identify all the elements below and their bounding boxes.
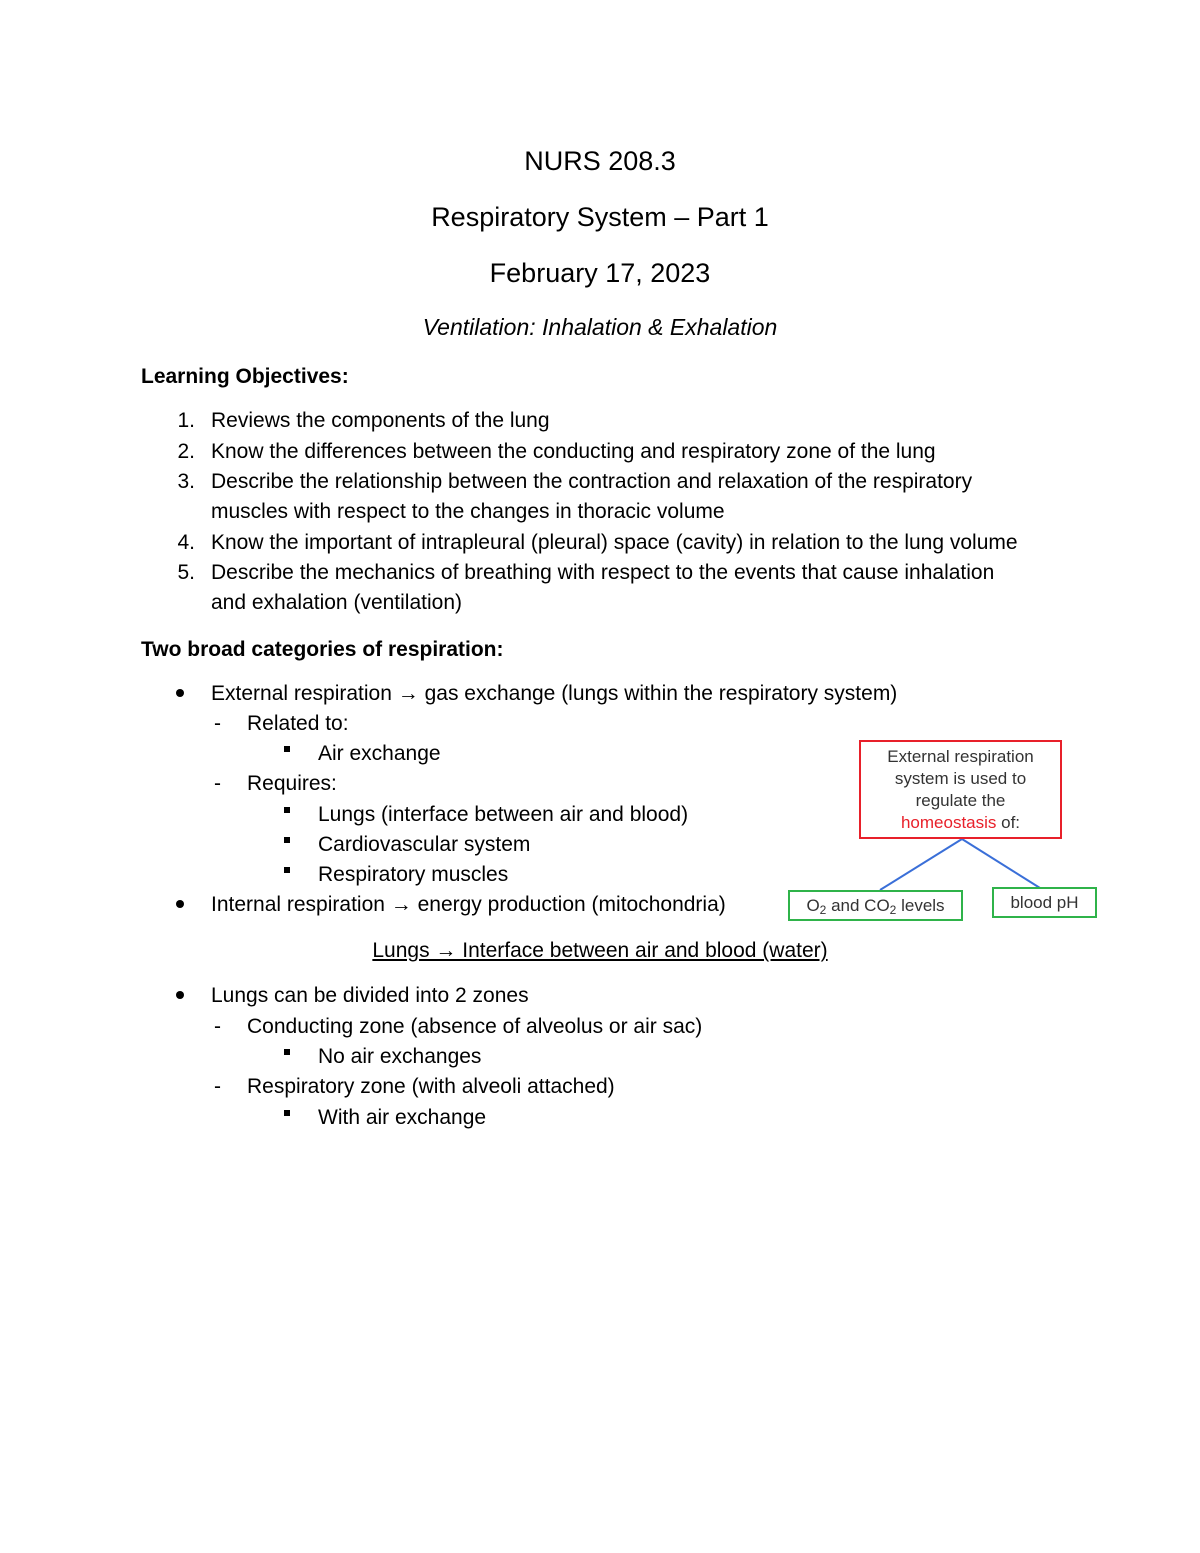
- objective-item: Know the important of intrapleural (pleural) space (cavity) in relation to the lung volume: [211, 531, 1018, 554]
- dash-marker: -: [214, 1075, 221, 1098]
- zones-item: Lungs can be divided into 2 zones: [211, 984, 529, 1007]
- with-air-exchange: With air exchange: [318, 1106, 487, 1129]
- respiratory-zone: Respiratory zone (with alveoli attached): [247, 1075, 615, 1098]
- bullet-square: [284, 1110, 290, 1116]
- box-line: [861, 812, 1060, 834]
- dash-marker: -: [214, 712, 221, 735]
- objective-number: 1.: [177, 409, 195, 432]
- connector-line-left: [880, 839, 962, 890]
- categories-heading: Two broad categories of respiration:: [141, 638, 504, 661]
- objective-number: 4.: [177, 531, 195, 554]
- objective-number: 3.: [177, 470, 195, 493]
- conducting-zone: Conducting zone (absence of alveolus or air sac): [247, 1015, 703, 1038]
- requirement-item: Lungs (interface between air and blood): [318, 803, 689, 826]
- date: February 17, 2023: [489, 258, 711, 288]
- bullet-square: [284, 1049, 290, 1055]
- box-line: regulate the: [915, 791, 1006, 810]
- air-exchange: Air exchange: [318, 742, 441, 765]
- subscript: 2: [819, 903, 827, 917]
- blood-ph-box: blood pH: [992, 887, 1097, 918]
- dash-marker: -: [214, 772, 221, 795]
- objectives-heading: Learning Objectives:: [141, 365, 349, 388]
- objective-item: Describe the mechanics of breathing with respect to the events that cause inhalation: [211, 561, 995, 584]
- subtitle: Ventilation: Inhalation & Exhalation: [422, 314, 778, 340]
- objective-number: 2.: [177, 440, 195, 463]
- related-to: Related to:: [247, 712, 349, 735]
- external-respiration: External respiration → gas exchange (lungs within the respiratory system): [211, 682, 898, 705]
- objective-item: Know the differences between the conducting and respiratory zone of the lung: [211, 440, 936, 463]
- objective-item: Describe the relationship between the contraction and relaxation of the respiratory: [211, 470, 973, 493]
- bullet-dot: [176, 991, 184, 999]
- o2-co2-levels-box: [788, 890, 963, 921]
- homeostasis-highlight: homeostasis: [900, 813, 997, 832]
- requirement-item: Respiratory muscles: [318, 863, 509, 886]
- leaf-text: and CO: [826, 896, 890, 915]
- dash-marker: -: [214, 1015, 221, 1038]
- requires: Requires:: [247, 772, 337, 795]
- homeostasis-box: [859, 740, 1062, 839]
- requirement-item: Cardiovascular system: [318, 833, 531, 856]
- objective-item-continued: muscles with respect to the changes in thoracic volume: [211, 500, 725, 523]
- lungs-heading: Lungs → Interface between air and blood (water): [372, 939, 828, 962]
- leaf-text: O: [806, 896, 820, 915]
- connector-line-right: [962, 839, 1040, 888]
- box-tail: of:: [996, 813, 1021, 832]
- box-line: system is used to: [894, 769, 1027, 788]
- objective-item-continued: and exhalation (ventilation): [211, 591, 462, 614]
- internal-respiration: Internal respiration → energy production (mitochondria): [211, 893, 726, 916]
- box-line: External respiration: [887, 747, 1034, 766]
- no-air-exchanges: No air exchanges: [318, 1045, 482, 1068]
- leaf-text: levels: [896, 896, 945, 915]
- subscript: 2: [889, 903, 897, 917]
- topic-title: Respiratory System – Part 1: [431, 202, 769, 232]
- course-title: NURS 208.3: [524, 146, 676, 176]
- objective-item: Reviews the components of the lung: [211, 409, 550, 432]
- objective-number: 5.: [177, 561, 195, 584]
